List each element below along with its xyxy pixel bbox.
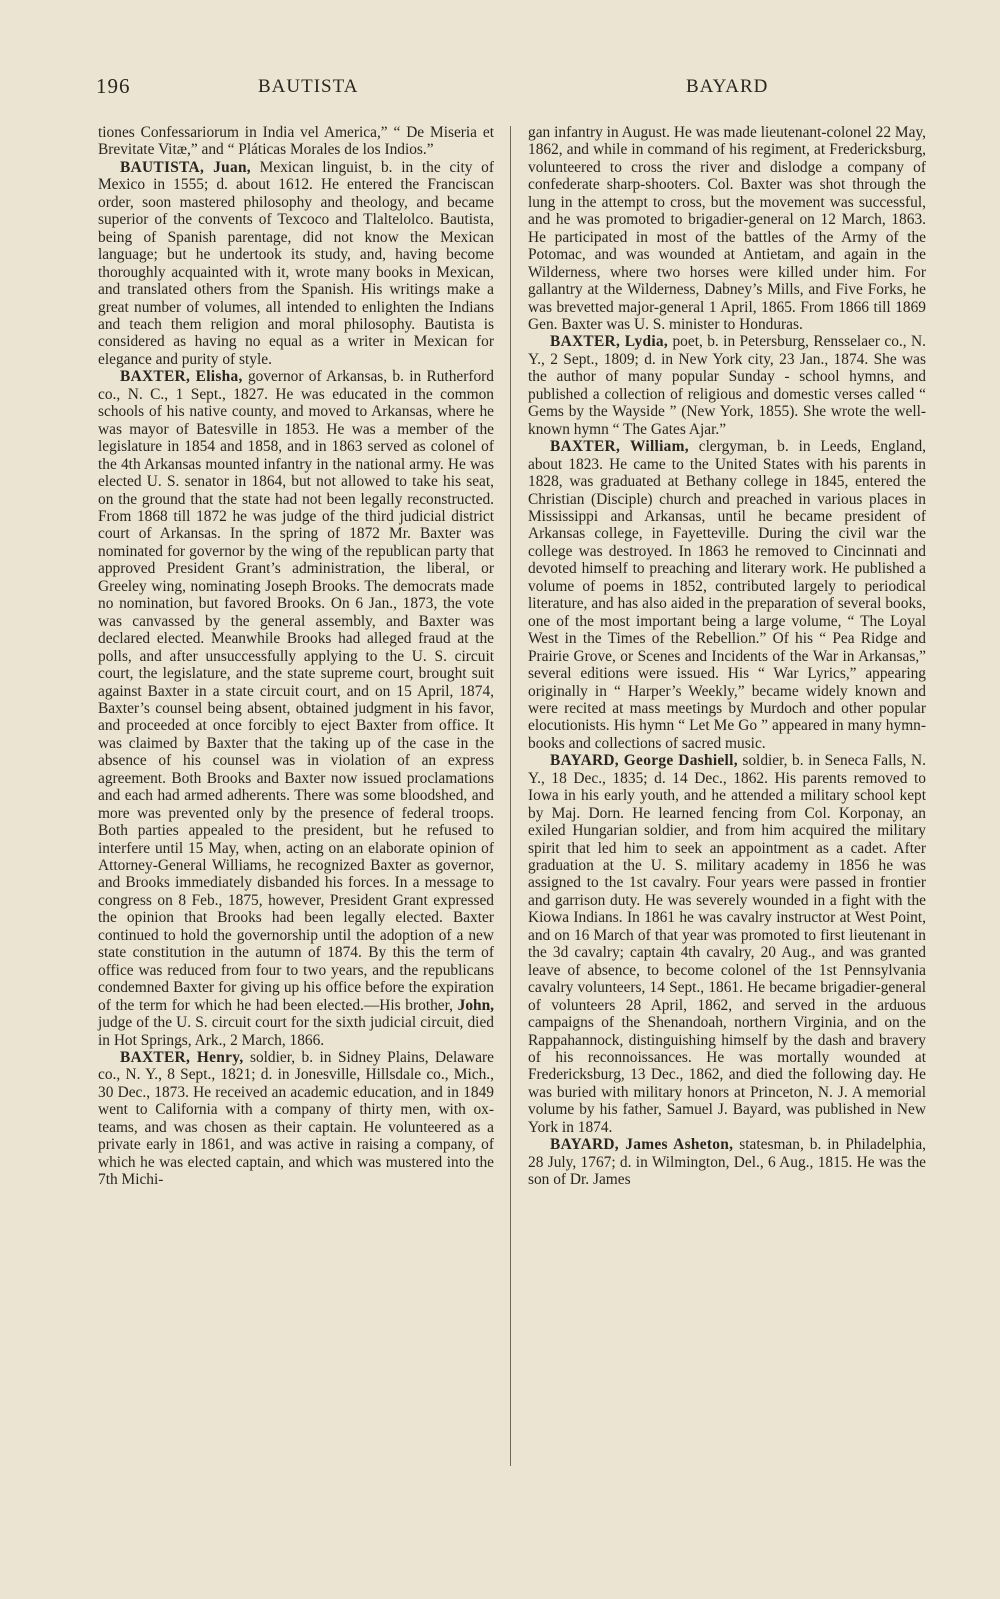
entry-baxter-lydia <box>528 333 926 438</box>
right-column <box>528 124 926 1189</box>
entry-headword: BAYARD, George Dashiell, <box>550 752 738 770</box>
entry-text: soldier, b. in Seneca Falls, N. Y., 18 Dec., 1835; d. 14 Dec., 1862. His parents removed to Iowa in his early youth, and he attended a military school kept by Maj. Dorn. He learned fencing from Col. Korponay, an exiled Hungarian soldier, and from him acquired the military spirit that led him to seek an appointment as a cadet. After graduation at the U. S. military academy in 1856 he was assigned to the 1st cavalry. Four years were passed in frontier and garrison duty. He was severely wounded in a fight with the Kiowa Indians. In 1861 he was cavalry instructor at West Point, and on 16 March of that year was promoted to first lieutenant in the 3d cavalry; captain 4th cavalry, 20 Aug., and was granted leave of absence, to become colonel of the 1st Pennsylvania cavalry volunteers, 14 Sept., 1861. He became brigadier-general of volunteers 28 April, 1862, and served in the arduous campaigns of the Shenandoah, northern Virginia, and on the Rappahannock, distinguishing himself by the dash and bravery of his reconnoissances. He was mortally wounded at Fredericksburg, 13 Dec., 1862, and died the following day. He was buried with military honors at Princeton, N. J. A memorial volume by his father, Samuel J. Bayard, was published in New York in 1874. <box>528 752 926 1136</box>
entry-text-continued: judge of the U. S. circuit court for the sixth judicial circuit, died in Hot Springs, Ark., 2 March, 1866. <box>98 1014 494 1049</box>
entry-headword: BAXTER, William, <box>550 438 689 456</box>
entry-text: statesman, b. in Philadelphia, 28 July, 1767; d. in Wilmington, Del., 6 Aug., 1815. He was the son of Dr. James <box>528 1136 926 1189</box>
entry-text: governor of Arkansas, b. in Rutherford co., N. C., 1 Sept., 1827. He was educated in the common schools of his native county, and moved to Arkansas, where he was mayor of Batesville in 1853. He was a member of the legislature in 1854 and 1858, and in 1863 served as colonel of the 4th Arkansas mounted infantry in the national army. He was elected U. S. senator in 1864, but not allowed to take his seat, on the ground that the state had not been legally reconstructed. From 1868 till 1872 he was judge of the third judicial district court of Arkansas. In the spring of 1872 Mr. Baxter was nominated for governor by the wing of the republican party that approved President Grant’s administration, the liberal, or Greeley wing, nominating Joseph Brooks. The democrats made no nomination, but favored Brooks. On 6 Jan., 1873, the vote was canvassed by the general assembly, and Baxter was declared elected. Meanwhile Brooks had alleged fraud at the polls, and after unsuccessfully applying to the U. S. circuit court, the legislature, and the state supreme court, brought suit against Baxter in a state circuit court, and on 15 April, 1874, Baxter’s counsel being absent, obtained judgment in his favor, and proceeded at once forcibly to eject Baxter from office. It was claimed by Baxter that the taking up of the case in the absence of his counsel was in violation of an express agreement. Both Brooks and Baxter now issued proclamations and each had armed adherents. There was some bloodshed, and more was prevented only by the presence of federal troops. Both parties appealed to the president, but he refused to interfere until 15 May, when, acting on an elaborate opinion of Attorney-General Williams, he recognized Baxter as governor, and Brooks immediately disbanded his forces. In a message to congress on 8 Feb., 1875, however, President Grant expressed the opinion that Brooks had been legally elected. Baxter continued to hold the governorship until the adoption of a new state constitution in the autumn of 1874. By this the term of office was reduced from four to two years, and the republicans condemned Baxter for giving up his office before the expiration of the term for which he had been elected.—His brother, <box>98 368 494 1014</box>
entry-bayard-george <box>528 752 926 1136</box>
entry-baxter-elisha <box>98 368 494 1049</box>
entry-bautista-juan <box>98 159 494 368</box>
header-right-word: BAYARD <box>686 76 769 97</box>
entry-text: poet, b. in Petersburg, Rensselaer co., N. Y., 2 Sept., 1809; d. in New York city, 23 Jan., 1874. She was the author of many popular Sunday - school hymns, and published a collection of religious and domestic verses called “ Gems by the Wayside ” (New York, 1855). She wrote the well-known hymn “ The Gates Ajar.” <box>528 333 926 438</box>
entry-bayard-james <box>528 1136 926 1188</box>
continuation-text: tiones Confessariorum in India vel America,” “ De Miseria et Brevitate Vitæ,” and “ Pláticas Morales de los Indios.” <box>98 124 494 159</box>
column-divider <box>510 126 511 1466</box>
entry-headword: BAYARD, James Asheton, <box>550 1136 734 1154</box>
entry-headword: BAXTER, Elisha, <box>120 368 243 386</box>
continuation-text: gan infantry in August. He was made lieutenant-colonel 22 May, 1862, and while in command of his regiment, at Fredericksburg, volunteered to cross the river and dislodge a company of confederate sharp-shooters. Col. Baxter was shot through the lung in the attempt to cross, but the movement was successful, and he was promoted to brigadier-general on 12 March, 1863. He participated in most of the battles of the Army of the Potomac, and was wounded at Antietam, and again in the Wilderness, where two horses were killed under him. For gallantry at the Wilderness, Dabney’s Mills, and Five Forks, he was brevetted major-general 1 April, 1865. From 1866 till 1869 Gen. Baxter was U. S. minister to Honduras. <box>528 124 926 333</box>
running-header <box>96 74 786 104</box>
entry-headword: BAXTER, Lydia, <box>550 333 669 351</box>
entry-text: soldier, b. in Sidney Plains, Delaware co., N. Y., 8 Sept., 1821; d. in Jonesville, Hillsdale co., Mich., 30 Dec., 1873. He received an academic education, and in 1849 went to California with a company of thirty men, with ox-teams, and was chosen as their captain. He volunteered as a private early in 1861, and was active in raising a company, of which he was elected captain, and which was mustered into the 7th Michi- <box>98 1049 495 1189</box>
page-number: 196 <box>96 74 131 98</box>
entry-headword: BAUTISTA, Juan, <box>120 158 251 176</box>
entry-baxter-william <box>528 438 926 752</box>
entry-subname: John, <box>457 996 494 1014</box>
entry-text: clergyman, b. in Leeds, England, about 1823. He came to the United States with his parents in 1828, was graduated at Bethany college in 1845, entered the Christian (Disciple) church and preached in various places in Mississippi and Arkansas, until he became president of Arkansas college, in Fayetteville. During the civil war the college was destroyed. In 1863 he removed to Cincinnati and devoted himself to preaching and literary work. He published a volume of poems in 1852, contributed largely to periodical literature, and has also aided in the preparation of several books, one of the most important being a large volume, “ The Loyal West in the Times of the Rebellion.” Of his “ Pea Ridge and Prairie Grove, or Scenes and Incidents of the War in Arkansas,” several editions were issued. His “ War Lyrics,” appearing originally in “ Harper’s Weekly,” became widely known and were recited at mass meetings by Murdoch and other popular elocutionists. His hymn “ Let Me Go ” appeared in many hymn-books and collections of sacred music. <box>528 438 926 752</box>
entry-headword: BAXTER, Henry, <box>120 1049 244 1067</box>
header-left-word: BAUTISTA <box>258 76 359 97</box>
entry-text: Mexican linguist, b. in the city of Mexico in 1555; d. about 1612. He entered the Franciscan order, soon mastered philosophy and theology, and became superior of the convents of Texcoco and Tlaltelolco. Bautista, being of Spanish parentage, did not know the Mexican language; but he undertook its study, and, having become thoroughly acquainted with it, wrote many books in Mexican, and translated others from the Spanish. His writings make a great number of volumes, all intended to enlighten the Indians and teach them religion and moral philosophy. Bautista is considered as having no equal as a writer in Mexican for elegance and purity of style. <box>98 158 494 368</box>
entry-baxter-henry <box>98 1049 494 1189</box>
left-column <box>98 124 494 1189</box>
